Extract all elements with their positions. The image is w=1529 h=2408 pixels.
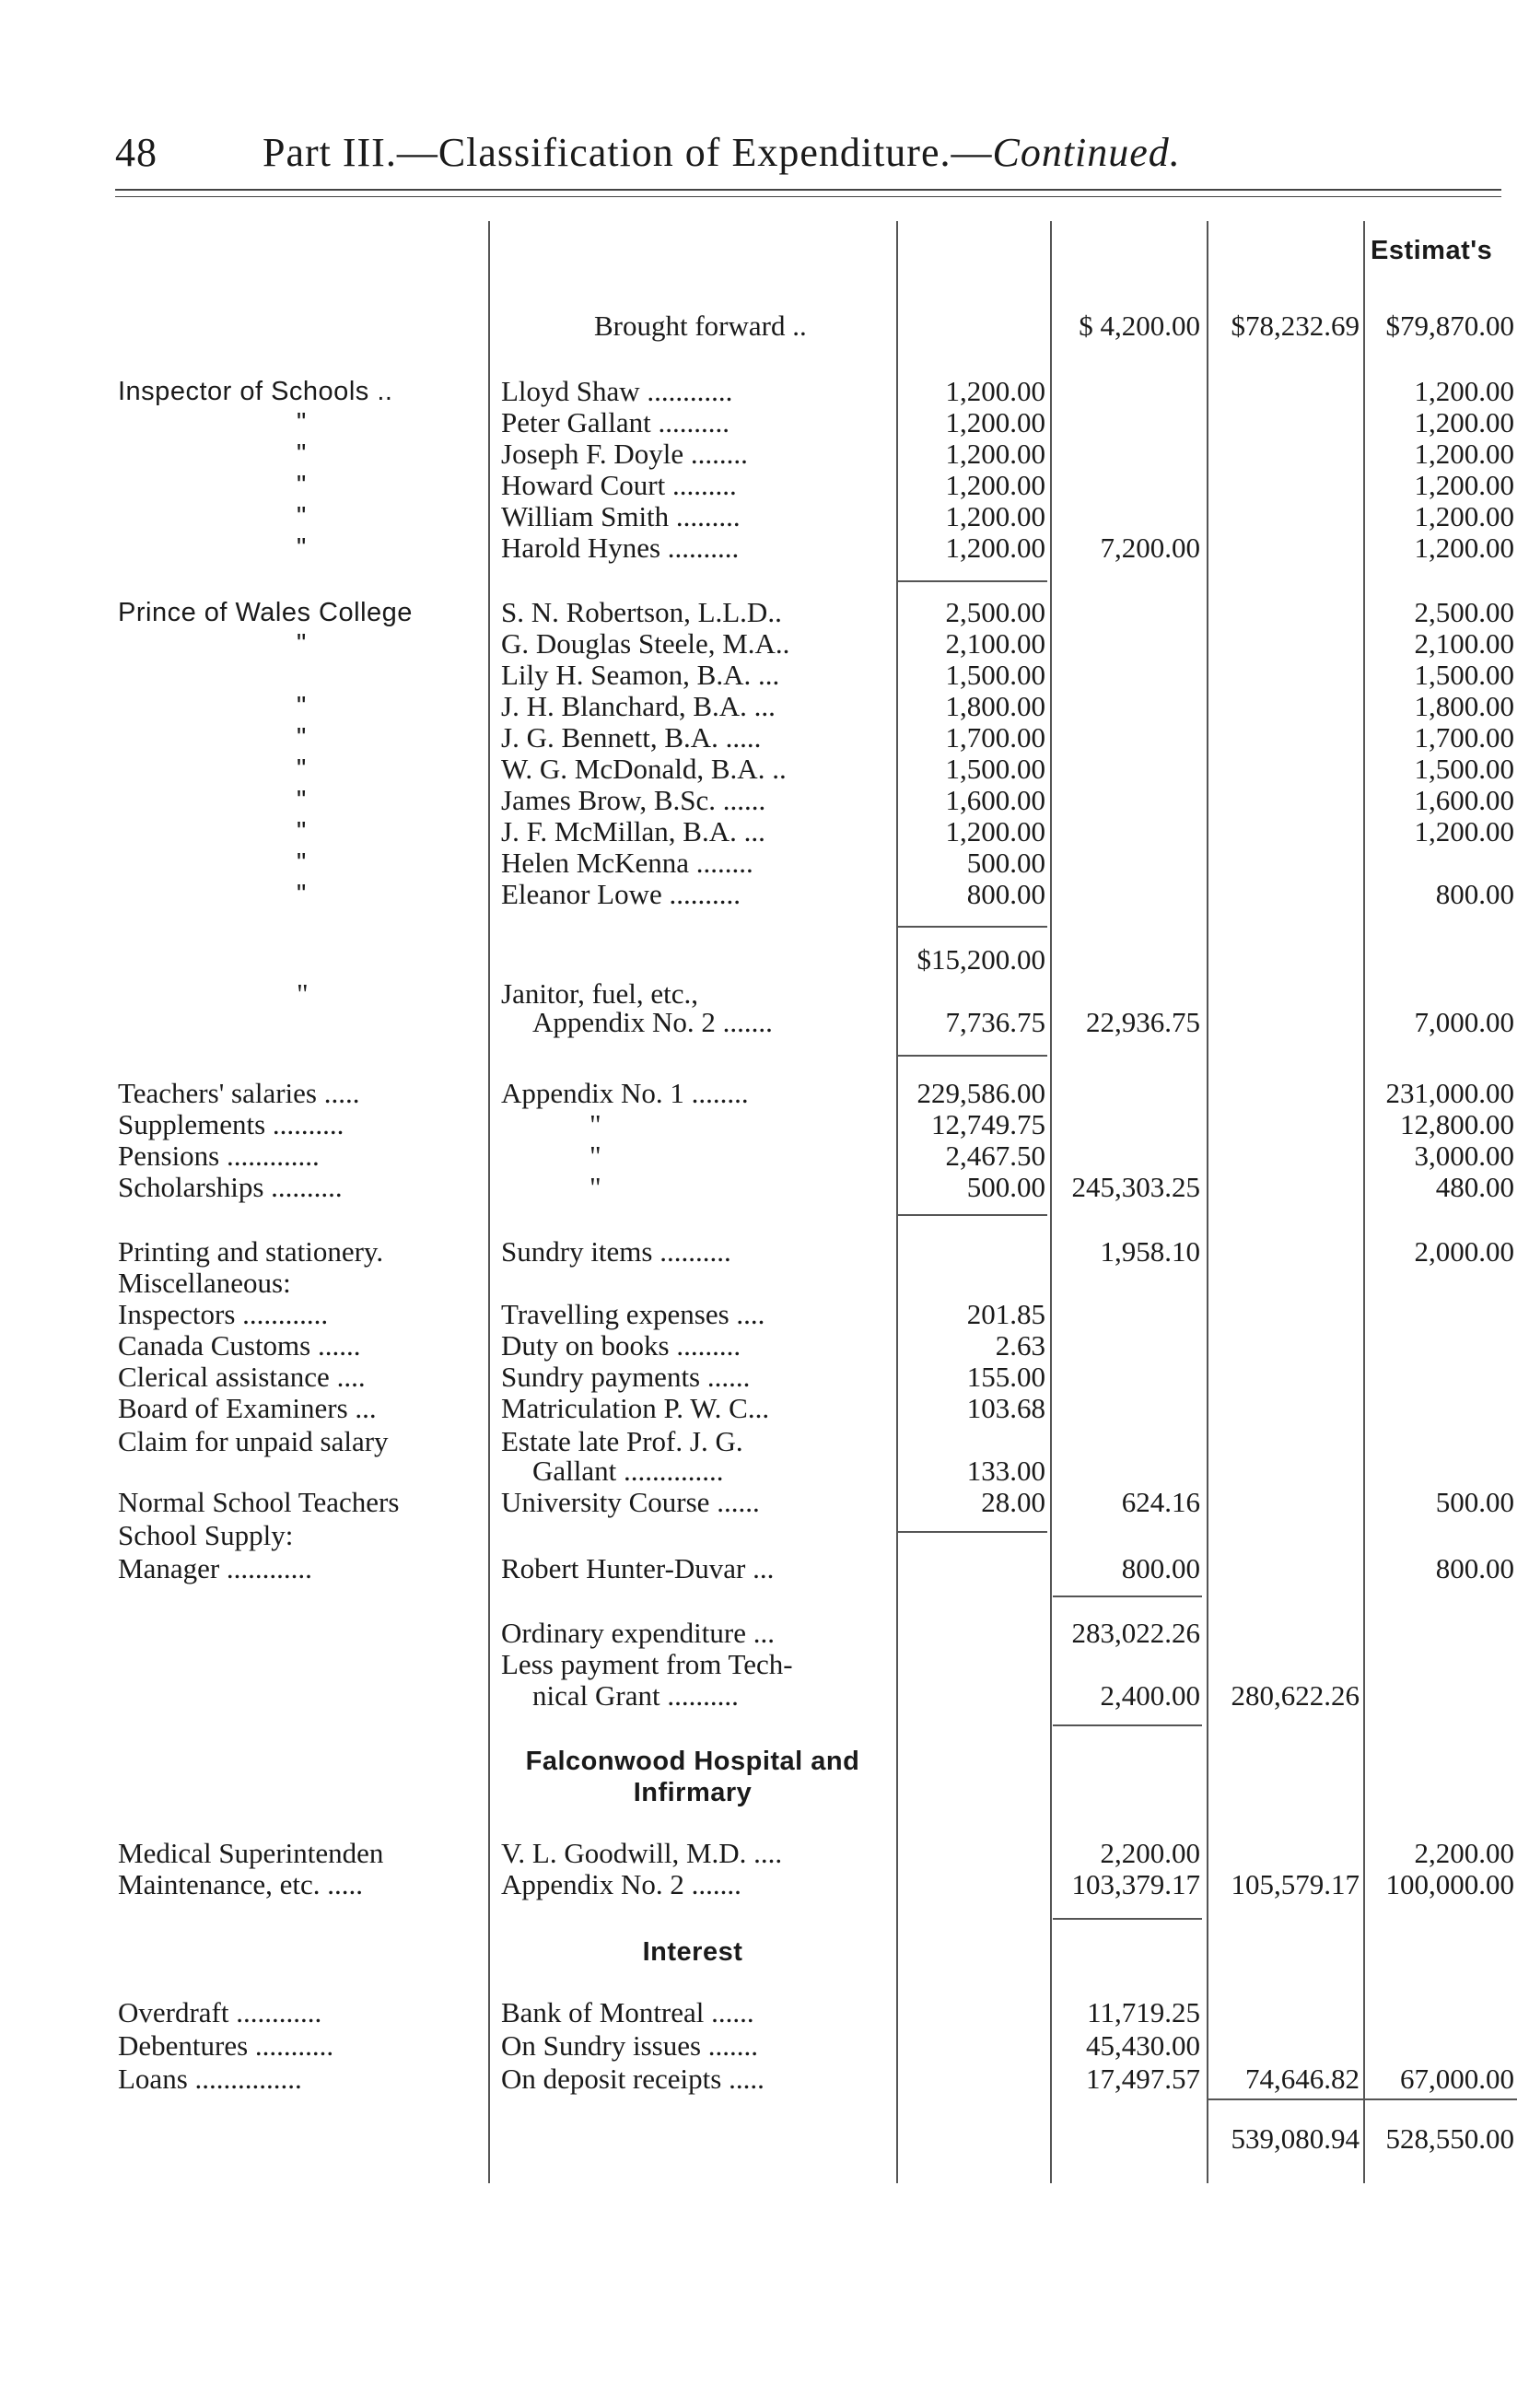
row-name: Peter Gallant ..........: [501, 406, 729, 438]
subtotal-rule: [1053, 1724, 1202, 1726]
supply-name: Robert Hunter-Duvar ...: [501, 1552, 775, 1584]
page-title: Part III.—Classification of Expenditure.—: [263, 130, 993, 175]
column-divider: [488, 221, 490, 2183]
row-est: 3,000.00: [1414, 1140, 1514, 1172]
row-c1: 103.68: [966, 1392, 1045, 1424]
interest-heading: Interest: [642, 1937, 743, 1967]
row-left-label: ": [297, 754, 307, 784]
printing-est: 2,000.00: [1414, 1235, 1514, 1268]
row-est: 1,200.00: [1414, 438, 1514, 470]
row-left-label: ": [297, 533, 307, 563]
estimates-column-header: Estimat's: [1371, 236, 1493, 265]
claim-line2: Gallant ..............: [532, 1455, 724, 1487]
row-est: 231,000.00: [1385, 1077, 1514, 1109]
row-left-label: Canada Customs ......: [118, 1329, 361, 1362]
row-est: 1,700.00: [1414, 721, 1514, 754]
row-left-label: Clerical assistance ....: [118, 1361, 366, 1393]
row-c1: 800.00: [966, 878, 1045, 910]
row-left-label: Supplements ..........: [118, 1108, 344, 1140]
claim-left: Claim for unpaid salary: [118, 1425, 389, 1457]
falconwood-heading-1: Falconwood Hospital and: [525, 1747, 860, 1776]
row-name: On deposit receipts .....: [501, 2063, 764, 2095]
janitor-c2: 22,936.75: [1086, 1006, 1200, 1038]
row-left-label: Inspectors ............: [118, 1298, 329, 1330]
brought-forward-c3: $78,232.69: [1231, 310, 1360, 342]
janitor-est: 7,000.00: [1414, 1006, 1514, 1038]
row-name: Lily H. Seamon, B.A. ...: [501, 659, 780, 691]
row-name: Matriculation P. W. C...: [501, 1392, 770, 1424]
row-est: 67,000.00: [1400, 2063, 1514, 2095]
row-c1: 1,700.00: [945, 721, 1045, 754]
ordinary-line3: nical Grant ..........: [532, 1679, 739, 1712]
row-c1: 1,500.00: [945, 659, 1045, 691]
row-c1: 2.63: [995, 1329, 1045, 1362]
row-name: J. F. McMillan, B.A. ...: [501, 815, 765, 847]
row-est: 1,500.00: [1414, 659, 1514, 691]
row-est: 12,800.00: [1400, 1108, 1514, 1140]
row-left-label: Overdraft ............: [118, 1996, 322, 2028]
normal-est: 500.00: [1435, 1486, 1514, 1518]
subtotal-rule: [898, 1531, 1047, 1533]
row-c1: 2,100.00: [945, 627, 1045, 660]
brought-forward-est: $79,870.00: [1385, 310, 1514, 342]
row-c1: 2,500.00: [945, 596, 1045, 628]
ordinary-c2b: 2,400.00: [1100, 1679, 1200, 1712]
row-left-label: ": [297, 629, 307, 659]
row-c1: 1,200.00: [945, 375, 1045, 407]
row-left-label: Pensions .............: [118, 1140, 320, 1172]
header-rule: [115, 189, 1501, 191]
row-left-label: ": [297, 692, 307, 721]
row-c1: 1,200.00: [945, 815, 1045, 847]
janitor-line1: Janitor, fuel, etc.,: [501, 977, 698, 1010]
printing-name: Sundry items ..........: [501, 1235, 731, 1268]
ordinary-line2: Less payment from Tech-: [501, 1648, 793, 1680]
row-name: ": [589, 1171, 601, 1203]
row-c1: 155.00: [966, 1361, 1045, 1393]
row-c1: 500.00: [966, 1171, 1045, 1203]
row-name: Eleanor Lowe ..........: [501, 878, 741, 910]
column-divider: [1050, 221, 1052, 2183]
row-c1: 2,467.50: [945, 1140, 1045, 1172]
row-name: W. G. McDonald, B.A. ..: [501, 753, 787, 785]
row-c1: 1,800.00: [945, 690, 1045, 722]
row-left-label: ": [297, 817, 307, 847]
claim-line1: Estate late Prof. J. G.: [501, 1425, 743, 1457]
row-c1: 1,600.00: [945, 784, 1045, 816]
ordinary-c3: 280,622.26: [1231, 1679, 1360, 1712]
page-number: 48: [115, 130, 158, 175]
row-c2: 45,430.00: [1086, 2029, 1200, 2062]
college-subtotal: $15,200.00: [916, 943, 1045, 976]
janitor-line2: Appendix No. 2 .......: [532, 1006, 773, 1038]
row-est: 800.00: [1435, 878, 1514, 910]
printing-c2: 1,958.10: [1100, 1235, 1200, 1268]
ordinary-c2: 283,022.26: [1071, 1617, 1200, 1649]
total-est: 528,550.00: [1385, 2122, 1514, 2155]
row-c2: 2,200.00: [1100, 1837, 1200, 1869]
row-c3: 74,646.82: [1245, 2063, 1360, 2095]
subtotal-rule: [898, 1214, 1047, 1216]
row-c1: 1,200.00: [945, 438, 1045, 470]
row-c2: 11,719.25: [1087, 1996, 1200, 2028]
row-left-label: Inspector of Schools ..: [118, 377, 393, 406]
janitor-left: ": [297, 977, 309, 1010]
subtotal-rule: [1053, 1596, 1202, 1597]
row-name: Appendix No. 1 ........: [501, 1077, 749, 1109]
row-left-label: ": [297, 848, 307, 878]
row-name: William Smith .........: [501, 500, 741, 532]
row-name: Bank of Montreal ......: [501, 1996, 754, 2028]
row-left-label: ": [297, 786, 307, 815]
row-left-label: Prince of Wales College: [118, 598, 413, 627]
subtotal-rule: [1208, 2098, 1517, 2100]
row-c1: 1,200.00: [945, 469, 1045, 501]
row-est: 1,500.00: [1414, 753, 1514, 785]
brought-forward-c2: $ 4,200.00: [1079, 310, 1200, 342]
normal-c1: 28.00: [981, 1486, 1045, 1518]
row-c1: 1,200.00: [945, 406, 1045, 438]
row-est: 2,500.00: [1414, 596, 1514, 628]
row-name: V. L. Goodwill, M.D. ....: [501, 1837, 783, 1869]
row-name: Appendix No. 2 .......: [501, 1868, 741, 1900]
supply-c2: 800.00: [1121, 1552, 1200, 1584]
row-c1: 201.85: [966, 1298, 1045, 1330]
row-name: Helen McKenna ........: [501, 847, 753, 879]
row-est: 1,600.00: [1414, 784, 1514, 816]
row-left-label: ": [297, 880, 307, 909]
total-c3: 539,080.94: [1231, 2122, 1360, 2155]
row-c1: 500.00: [966, 847, 1045, 879]
row-c2: 245,303.25: [1071, 1171, 1200, 1203]
row-est: 1,200.00: [1414, 500, 1514, 532]
row-c1: 12,749.75: [931, 1108, 1045, 1140]
row-left-label: Teachers' salaries .....: [118, 1077, 360, 1109]
row-est: 2,100.00: [1414, 627, 1514, 660]
printing-left: Printing and stationery.: [118, 1235, 384, 1268]
row-est: 1,200.00: [1414, 469, 1514, 501]
row-left-label: ": [297, 408, 307, 438]
row-left-label: ": [297, 471, 307, 500]
normal-c2: 624.16: [1121, 1486, 1200, 1518]
normal-left: Normal School Teachers: [118, 1486, 400, 1518]
row-name: Travelling expenses ....: [501, 1298, 765, 1330]
claim-c1: 133.00: [966, 1455, 1045, 1487]
row-left-label: Debentures ...........: [118, 2029, 334, 2062]
row-left-label: ": [297, 723, 307, 753]
subtotal-rule: [898, 926, 1047, 928]
row-name: Howard Court .........: [501, 469, 737, 501]
misc-heading: Miscellaneous:: [118, 1267, 291, 1299]
subtotal-rule: [898, 580, 1047, 582]
row-est: 480.00: [1435, 1171, 1514, 1203]
row-name: ": [589, 1108, 601, 1140]
falconwood-heading-2: Infirmary: [633, 1778, 753, 1807]
row-left-label: Medical Superintenden: [118, 1837, 384, 1869]
row-c1: 1,200.00: [945, 532, 1045, 564]
page-title-continued: Continued.: [992, 130, 1181, 175]
row-name: G. Douglas Steele, M.A..: [501, 627, 790, 660]
row-left-label: ": [297, 502, 307, 532]
page-header: [115, 129, 1181, 176]
subtotal-rule: [1053, 1918, 1202, 1920]
row-name: Joseph F. Doyle ........: [501, 438, 748, 470]
row-c2: 17,497.57: [1086, 2063, 1200, 2095]
row-name: Lloyd Shaw ............: [501, 375, 733, 407]
supply-left: Manager ............: [118, 1552, 312, 1584]
row-left-label: Loans ...............: [118, 2063, 302, 2095]
row-c1: 1,500.00: [945, 753, 1045, 785]
row-left-label: Scholarships ..........: [118, 1171, 343, 1203]
row-c2: 103,379.17: [1071, 1868, 1200, 1900]
supply-heading: School Supply:: [118, 1519, 294, 1551]
row-c3: 105,579.17: [1231, 1868, 1360, 1900]
row-est: 1,200.00: [1414, 815, 1514, 847]
row-left-label: Board of Examiners ...: [118, 1392, 377, 1424]
row-est: 1,200.00: [1414, 375, 1514, 407]
row-name: On Sundry issues .......: [501, 2029, 759, 2062]
row-name: ": [589, 1140, 601, 1172]
row-left-label: ": [297, 439, 307, 469]
brought-forward-label: Brought forward ..: [594, 310, 807, 342]
row-name: S. N. Robertson, L.L.D..: [501, 596, 782, 628]
row-name: Duty on books .........: [501, 1329, 741, 1362]
row-est: 2,200.00: [1414, 1837, 1514, 1869]
row-name: J. G. Bennett, B.A. .....: [501, 721, 762, 754]
normal-name: University Course ......: [501, 1486, 760, 1518]
row-left-label: Maintenance, etc. .....: [118, 1868, 363, 1900]
row-name: Sundry payments ......: [501, 1361, 751, 1393]
row-est: 100,000.00: [1385, 1868, 1514, 1900]
header-rule-2: [115, 196, 1501, 197]
row-name: J. H. Blanchard, B.A. ...: [501, 690, 776, 722]
row-name: James Brow, B.Sc. ......: [501, 784, 766, 816]
supply-est: 800.00: [1435, 1552, 1514, 1584]
row-est: 1,200.00: [1414, 532, 1514, 564]
row-est: 1,800.00: [1414, 690, 1514, 722]
row-c1: 229,586.00: [916, 1077, 1045, 1109]
row-est: 1,200.00: [1414, 406, 1514, 438]
row-c2: 7,200.00: [1100, 532, 1200, 564]
janitor-c1: 7,736.75: [945, 1006, 1045, 1038]
subtotal-rule: [898, 1055, 1047, 1057]
ordinary-line1: Ordinary expenditure ...: [501, 1617, 775, 1649]
row-c1: 1,200.00: [945, 500, 1045, 532]
row-name: Harold Hynes ..........: [501, 532, 740, 564]
